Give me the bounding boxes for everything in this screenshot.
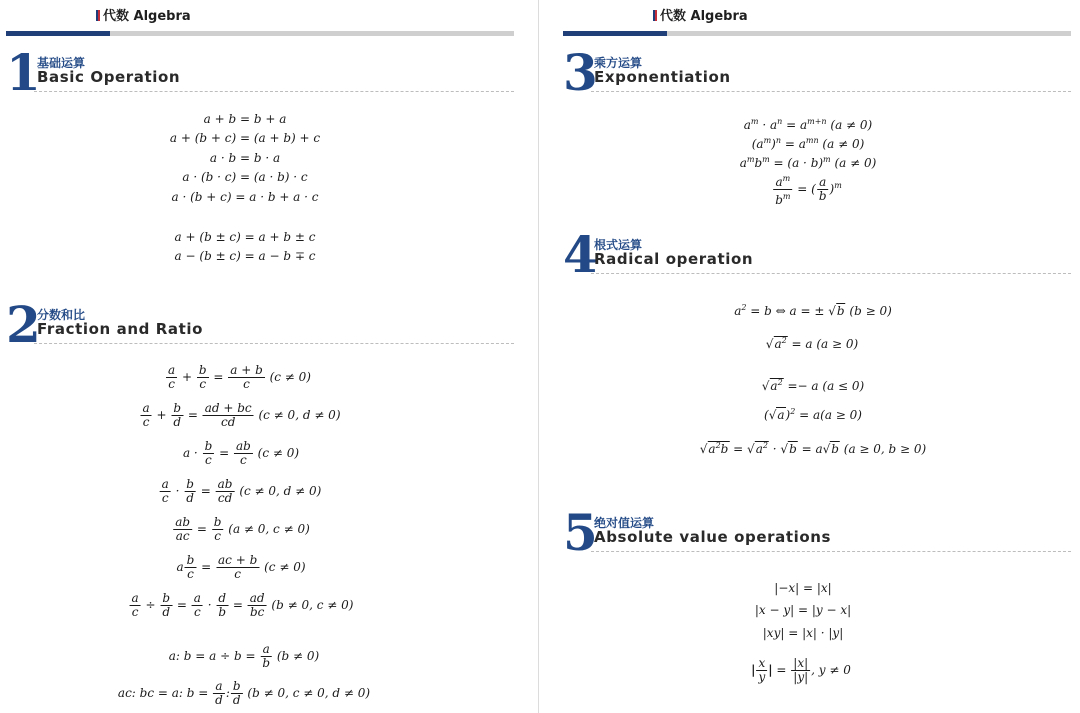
formula: |xy| = |x| · |y| — [762, 626, 844, 640]
formula: |−x| = |x| — [774, 581, 832, 595]
formula: a · b = b · a — [209, 151, 281, 165]
right-column — [539, 0, 1080, 713]
section-title-zh: 乘方运算 — [594, 56, 643, 70]
formula: $(a^m)^n = a^{mn}$ (a ≠ 0) — [751, 136, 865, 151]
formula: | $\frac{x}{y}$ | = $\frac{|x|}{|y|}$ , y ≠ 0 — [751, 656, 851, 684]
section-title-zh: 基础运算 — [37, 56, 86, 70]
section-divider — [34, 91, 514, 92]
formula: |x − y| = |y − x| — [754, 603, 852, 617]
formula: a $\frac{b}{c}$ = $\frac{ac + b}{c}$ (c ≠ 0) — [176, 553, 306, 581]
section-number: 3 — [563, 43, 598, 102]
flag-mark-icon — [96, 10, 100, 21]
formula: $√a^2b = √a^2 \cdot √b = a√b$ (a ≥ 0, b ≥ 0) — [699, 441, 927, 456]
section-title-en: Fraction and Ratio — [37, 320, 204, 338]
formula: a · (b · c) = (a · b) · c — [182, 170, 308, 184]
section-title-en: Basic Operation — [37, 68, 181, 86]
section-title-zh: 根式运算 — [594, 238, 643, 252]
page-header: 代数 Algebra — [96, 5, 191, 24]
formula: a − (b ± c) = a − b ∓ c — [174, 249, 316, 263]
section-divider — [591, 551, 1071, 552]
formula: a: b = a ÷ b = $\frac{a}{b}$ (b ≠ 0) — [168, 642, 320, 670]
formula: $\frac{a}{c}$ ÷ $\frac{b}{d}$ = $\frac{a}{c}$ · $\frac{d}{b}$ = $\frac{ad}{bc}$ (b ≠ 0, c ≠ 0) — [131, 591, 354, 619]
formula: a + (b + c) = (a + b) + c — [169, 131, 321, 145]
formula: $\frac{a}{c}$ + $\frac{b}{c}$ = $\frac{a + b}{c}$ (c ≠ 0) — [168, 363, 311, 391]
section-number: 5 — [563, 503, 598, 562]
formula: $\frac{a^m}{b^m}$ = ( $\frac{a}{b}$ )$^m$ — [775, 174, 842, 207]
section-divider — [591, 273, 1071, 274]
left-column — [0, 0, 538, 713]
formula: a · (b + c) = a · b + a · c — [171, 190, 319, 204]
flag-mark-icon — [653, 10, 657, 21]
formula: $a^m \cdot a^n = a^{m+n}$ (a ≠ 0) — [743, 117, 873, 132]
section-title-en: Radical operation — [594, 250, 754, 268]
formula: $√a^2 =- a$ (a ≤ 0) — [761, 378, 865, 393]
formula: a + (b ± c) = a + b ± c — [174, 230, 316, 244]
header-bar — [563, 31, 1071, 36]
formula: $\frac{a}{c}$ + $\frac{b}{d}$ = $\frac{ad + bc}{cd}$ (c ≠ 0, d ≠ 0) — [142, 401, 341, 429]
formula: $√a^2 = a$ (a ≥ 0) — [765, 336, 859, 351]
section-title-zh: 绝对值运算 — [594, 516, 655, 530]
formula: $a^2 = b$ ⇔ a = ± √b (b ≥ 0) — [734, 303, 892, 318]
formula: ac: bc = a: b = $\frac{a}{d}$ : $\frac{b}{d}$ (b ≠ 0, c ≠ 0, d ≠ 0) — [117, 679, 371, 707]
formula: $\frac{a}{c}$ · $\frac{b}{d}$ = $\frac{ab}{cd}$ (c ≠ 0, d ≠ 0) — [161, 477, 322, 505]
formula: $(√a)^2 = a(a \ge 0)$ — [764, 407, 862, 422]
formula: $\frac{ab}{ac}$ = $\frac{b}{c}$ (a ≠ 0, c ≠ 0) — [175, 515, 310, 543]
section-number: 1 — [6, 43, 41, 102]
section-divider — [34, 343, 514, 344]
section-title-en: Absolute value operations — [594, 528, 832, 546]
formula: a + b = b + a — [203, 112, 287, 126]
section-number: 2 — [6, 295, 41, 354]
section-divider — [591, 91, 1071, 92]
formula: $a^mb^m = (a \cdot b)^m$ (a ≠ 0) — [739, 155, 877, 170]
header-bar — [6, 31, 514, 36]
section-title-en: Exponentiation — [594, 68, 731, 86]
page-header: 代数 Algebra — [653, 5, 748, 24]
section-title-zh: 分数和比 — [37, 308, 86, 322]
formula: a · $\frac{b}{c}$ = $\frac{ab}{c}$ (c ≠ 0) — [182, 439, 300, 467]
section-number: 4 — [563, 225, 598, 284]
